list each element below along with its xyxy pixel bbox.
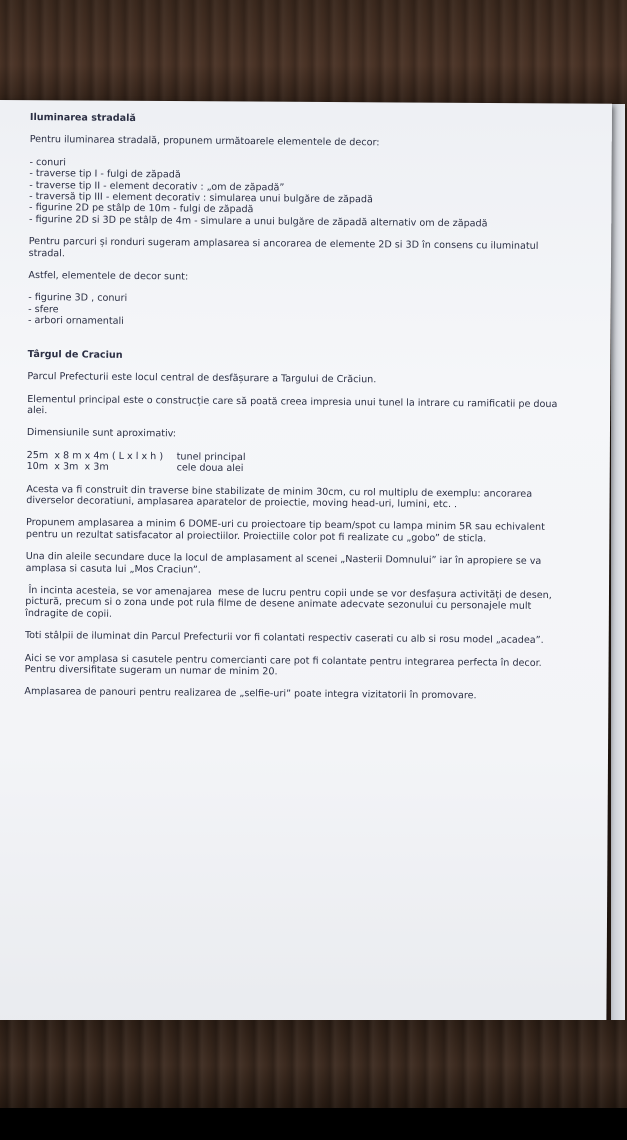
- fair-paragraph-7: Toti stâlpii de iluminat din Parcul Prefecturii vor fi colantati respectiv caserati cu alb si rosu model „acadea”.: [24, 630, 544, 647]
- list-item: - figurine 2D pe stâlp de 10m - fulgi de zăpadă: [29, 202, 254, 216]
- parks-paragraph: Pentru parcuri și ronduri sugeram amplasarea si ancorarea de elemente 2D si 3D în consens cu iluminatul stradal.: [28, 236, 539, 259]
- fair-paragraph-9: Amplasarea de panouri pentru realizarea de „selfie-uri” poate integra vizitatorii în promovare.: [24, 686, 477, 702]
- dimension-desc: tunel principal: [176, 451, 246, 463]
- fair-paragraph-1: Parcul Prefecturii este locul central de desfășurare a Targului de Crăciun.: [27, 371, 377, 386]
- decor-list: [29, 157, 570, 231]
- fair-paragraph-5: Una din aleile secundare duce la locul de amplasament al scenei „Nasterii Domnului” iar în apropiere se va amplasa si casuta lui „Mos Craciun”.: [25, 551, 542, 576]
- fair-paragraph-4: Propunem amplasarea a minim 6 DOME-uri cu proiectoare tip beam/spot cu lampa minim 5R sau echivalent pentru un rezultat satisfacator al proiectiilor. Proiectiile color pot fi realizate cu „gobo” de sticla.: [25, 517, 545, 545]
- black-bar: [0, 1108, 627, 1140]
- street-lighting-intro: Pentru iluminarea stradală, propunem următoarele elementele de decor:: [29, 134, 380, 149]
- astfel-paragraph: Astfel, elementele de decor sunt:: [28, 270, 189, 283]
- dimension-size: 10m x 3m x 3m: [26, 461, 109, 473]
- list-item: - traversă tip III - element decorativ : simularea unui bulgăre de zăpadă: [29, 191, 373, 206]
- heading-street-lighting: Iluminarea stradală: [29, 112, 136, 125]
- list-item: - traverse tip I - fulgi de zăpadă: [29, 168, 181, 181]
- list-item: - figurine 2D si 3D pe stâlp de 4m - simulare a unui bulgăre de zăpadă alternativ om de zăpadă: [28, 213, 488, 230]
- fair-paragraph-3: Acesta va fi construit din traverse bine stabilizate de minim 30cm, cu rol multiplu de exemplu: ancorarea diverselor decoratiuni, amplasarea aparatelor de proiectie, moving head-uri, lumini, etc. .: [26, 483, 533, 511]
- dimension-desc: cele doua alei: [176, 462, 244, 475]
- fair-paragraph-2: Elementul principal este o construcție care să poată creea impresia unui tunel la intrare cu ramificatii pe doua alei.: [27, 393, 558, 417]
- fair-paragraph-6: În incinta acesteia, se vor amenajarea mese de lucru pentru copii unde se vor desfașura activități de desen, pictură, precum si o zona unde pot rula filme de desene animate adecvate sezonului cu personajele mult îndragite de copii.: [25, 584, 555, 620]
- decor-list-2: [28, 292, 568, 331]
- document-content: [24, 112, 570, 714]
- list-item: - conuri: [29, 156, 67, 169]
- paper-stack-edge: [611, 104, 625, 1034]
- fair-paragraph-8: Aici se vor amplasa si casutele pentru comercianti care pot fi colantate pentru integrarea perfecta în decor. Pentru diversifitate sugeram un numar de minim 20.: [24, 652, 542, 678]
- wooden-table-bottom: [0, 1020, 627, 1110]
- list-item: - arbori ornamentali: [27, 315, 124, 328]
- wooden-table-top: [0, 0, 627, 108]
- dimensions-table: [27, 450, 567, 478]
- list-item: - traverse tip II - element decorativ : „om de zăpadă”: [29, 179, 285, 194]
- heading-christmas-fair: Târgul de Craciun: [27, 348, 123, 361]
- list-item: - sfere: [28, 303, 59, 316]
- dimension-size: 25m x 8 m x 4m ( L x l x h ): [26, 449, 164, 463]
- dimensions-label: Dimensiunile sunt aproximativ:: [26, 427, 177, 440]
- list-item: - figurine 3D , conuri: [28, 292, 128, 305]
